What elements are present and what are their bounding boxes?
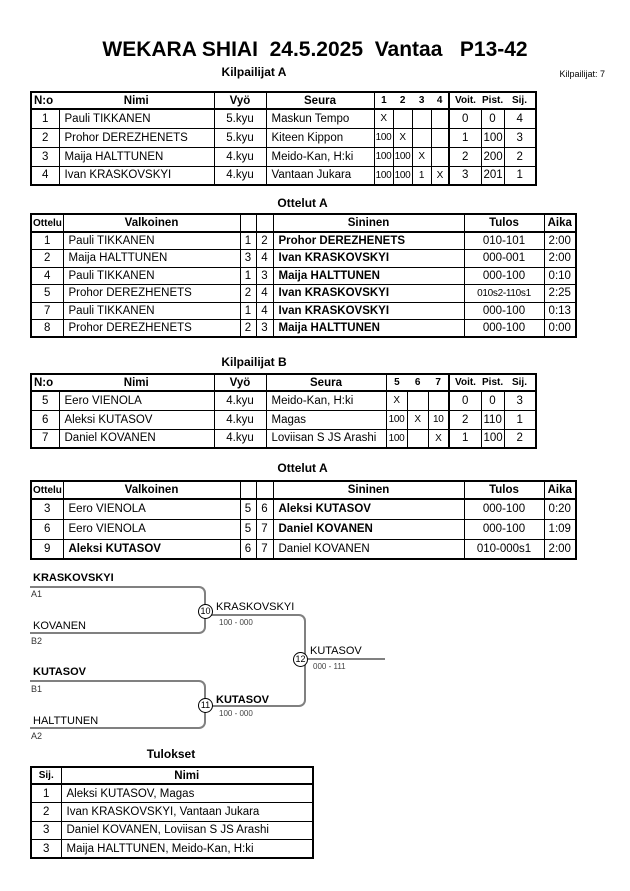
name-cell: Prohor DEREZHENETS bbox=[59, 128, 214, 147]
match-no-cell: 5 bbox=[31, 285, 63, 303]
score-cell: X bbox=[428, 429, 449, 448]
belt-cell: 4.kyu bbox=[214, 166, 266, 185]
score-cell bbox=[428, 391, 449, 410]
bracket-match-score: 000 - 111 bbox=[313, 662, 346, 671]
belt-cell: 4.kyu bbox=[214, 410, 266, 429]
blue-no-cell: 3 bbox=[256, 320, 273, 338]
time-cell: 2:00 bbox=[544, 539, 576, 559]
blue-no-cell: 4 bbox=[256, 302, 273, 320]
bracket-winner-name: KRASKOVSKYI bbox=[216, 601, 295, 613]
bracket-match-score: 100 - 000 bbox=[219, 709, 253, 718]
score-cell: 100 bbox=[393, 147, 412, 166]
belt-cell: 4.kyu bbox=[214, 429, 266, 448]
table-row bbox=[31, 232, 576, 250]
matches-a-heading: Ottelut A bbox=[277, 196, 328, 210]
place-cell: 2 bbox=[31, 803, 61, 822]
time-cell: 0:13 bbox=[544, 302, 576, 320]
col-header-3: 3 bbox=[412, 92, 431, 109]
table-row bbox=[31, 840, 313, 859]
white-name-cell: Eero VIENOLA bbox=[63, 499, 240, 519]
score-cell: X bbox=[393, 128, 412, 147]
place-cell: 4 bbox=[504, 109, 536, 128]
score-cell bbox=[393, 109, 412, 128]
score-cell: 100 bbox=[386, 410, 407, 429]
col-header-belt: Vyö bbox=[214, 92, 266, 109]
name-cell: Ivan KRASKOVSKYI, Vantaan Jukara bbox=[61, 803, 313, 822]
col-header-club: Seura bbox=[266, 92, 374, 109]
place-cell: 3 bbox=[31, 821, 61, 840]
blue-name-cell: Maija HALTTUNEN bbox=[273, 320, 464, 338]
matches-b-table bbox=[30, 480, 577, 560]
no-cell: 2 bbox=[31, 128, 59, 147]
points-cell: 201 bbox=[481, 166, 504, 185]
col-header-name: Nimi bbox=[59, 92, 214, 109]
club-cell: Vantaan Jukara bbox=[266, 166, 374, 185]
white-no-cell: 3 bbox=[240, 250, 256, 268]
table-row bbox=[31, 302, 576, 320]
result-cell: 000-100 bbox=[464, 302, 544, 320]
col-header-7: 7 bbox=[428, 374, 449, 391]
name-cell: Aleksi KUTASOV bbox=[59, 410, 214, 429]
col-header-name: Nimi bbox=[59, 374, 214, 391]
col-header-place: Sij. bbox=[31, 767, 61, 784]
white-no-cell: 5 bbox=[240, 499, 256, 519]
match-no-cell: 7 bbox=[31, 302, 63, 320]
table-row bbox=[31, 821, 313, 840]
blue-no-cell: 2 bbox=[256, 232, 273, 250]
results-heading: Tulokset bbox=[146, 747, 196, 761]
col-header-wins: Voit. bbox=[449, 374, 481, 391]
col-header-place: Sij. bbox=[504, 92, 536, 109]
matches-a-table bbox=[30, 213, 577, 338]
col-header-time: Aika bbox=[544, 214, 576, 232]
white-name-cell: Prohor DEREZHENETS bbox=[63, 285, 240, 303]
blue-no-cell: 4 bbox=[256, 250, 273, 268]
table-row bbox=[31, 391, 536, 410]
result-cell: 000-100 bbox=[464, 320, 544, 338]
col-header-white: Valkoinen bbox=[63, 214, 240, 232]
col-header-points: Pist. bbox=[481, 92, 504, 109]
col-header-match: Ottelu bbox=[31, 214, 63, 232]
competitors-count: Kilpailijat: 7 bbox=[559, 69, 605, 79]
col-header-club: Seura bbox=[266, 374, 386, 391]
bracket-slot-label: A2 bbox=[31, 731, 43, 741]
match-node-11: 11 bbox=[198, 698, 213, 713]
matches-b-heading: Ottelut A bbox=[277, 461, 328, 475]
name-cell: Daniel KOVANEN bbox=[59, 429, 214, 448]
white-name-cell: Aleksi KUTASOV bbox=[63, 539, 240, 559]
wins-cell: 1 bbox=[449, 429, 481, 448]
table-row bbox=[31, 320, 576, 338]
place-cell: 2 bbox=[504, 147, 536, 166]
col-header-white: Valkoinen bbox=[63, 481, 240, 499]
table-row bbox=[31, 267, 576, 285]
result-cell: 000-100 bbox=[464, 499, 544, 519]
blue-name-cell: Ivan KRASKOVSKYI bbox=[273, 250, 464, 268]
table-row bbox=[31, 519, 576, 539]
col-header-1: 1 bbox=[374, 92, 393, 109]
score-cell: X bbox=[407, 410, 428, 429]
blue-name-cell: Ivan KRASKOVSKYI bbox=[273, 302, 464, 320]
score-cell bbox=[407, 391, 428, 410]
bracket-slot-label: B2 bbox=[31, 636, 43, 646]
place-cell: 1 bbox=[504, 166, 536, 185]
pool-b-heading: Kilpailijat B bbox=[221, 355, 287, 369]
header-row bbox=[31, 92, 536, 109]
score-cell: 100 bbox=[386, 429, 407, 448]
table-row bbox=[31, 128, 536, 147]
blue-name-cell: Prohor DEREZHENETS bbox=[273, 232, 464, 250]
time-cell: 2:00 bbox=[544, 232, 576, 250]
result-cell: 000-100 bbox=[464, 519, 544, 539]
club-cell: Maskun Tempo bbox=[266, 109, 374, 128]
match-no-cell: 9 bbox=[31, 539, 63, 559]
score-cell bbox=[431, 128, 449, 147]
header-row bbox=[31, 481, 576, 499]
club-cell: Loviisan S JS Arashi bbox=[266, 429, 386, 448]
score-cell bbox=[407, 429, 428, 448]
score-cell: 100 bbox=[374, 147, 393, 166]
col-header-match: Ottelu bbox=[31, 481, 63, 499]
no-cell: 7 bbox=[31, 429, 59, 448]
table-row bbox=[31, 803, 313, 822]
white-name-cell: Maija HALTTUNEN bbox=[63, 250, 240, 268]
time-cell: 0:00 bbox=[544, 320, 576, 338]
belt-cell: 5.kyu bbox=[214, 109, 266, 128]
blue-name-cell: Maija HALTTUNEN bbox=[273, 267, 464, 285]
points-cell: 100 bbox=[481, 429, 504, 448]
col-header-result: Tulos bbox=[464, 214, 544, 232]
score-cell bbox=[412, 128, 431, 147]
col-header-wins: Voit. bbox=[449, 92, 481, 109]
match-no-cell: 3 bbox=[31, 499, 63, 519]
pool-b-table bbox=[30, 373, 537, 449]
table-row bbox=[31, 109, 536, 128]
wins-cell: 2 bbox=[449, 410, 481, 429]
col-header-name: Nimi bbox=[61, 767, 313, 784]
col-header-blue: Sininen bbox=[273, 214, 464, 232]
points-cell: 100 bbox=[481, 128, 504, 147]
score-cell: 100 bbox=[374, 128, 393, 147]
place-cell: 2 bbox=[504, 429, 536, 448]
result-cell: 010s2-110s1 bbox=[464, 285, 544, 303]
score-cell bbox=[412, 109, 431, 128]
col-header-no: N:o bbox=[31, 374, 59, 391]
white-name-cell: Pauli TIKKANEN bbox=[63, 302, 240, 320]
place-cell: 1 bbox=[504, 410, 536, 429]
bracket-slot-label: A1 bbox=[31, 589, 43, 599]
col-header-time: Aika bbox=[544, 481, 576, 499]
score-cell bbox=[431, 109, 449, 128]
header-row bbox=[31, 767, 313, 784]
col-header-blue: Sininen bbox=[273, 481, 464, 499]
col-header-4: 4 bbox=[431, 92, 449, 109]
col-header-5: 5 bbox=[386, 374, 407, 391]
wins-cell: 0 bbox=[449, 391, 481, 410]
name-cell: Maija HALTTUNEN bbox=[59, 147, 214, 166]
blue-name-cell: Aleksi KUTASOV bbox=[273, 499, 464, 519]
name-cell: Ivan KRASKOVSKYI bbox=[59, 166, 214, 185]
place-cell: 3 bbox=[31, 840, 61, 859]
name-cell: Eero VIENOLA bbox=[59, 391, 214, 410]
blue-name-cell: Daniel KOVANEN bbox=[273, 539, 464, 559]
col-header-blue-no bbox=[256, 481, 273, 499]
belt-cell: 5.kyu bbox=[214, 128, 266, 147]
blue-no-cell: 4 bbox=[256, 285, 273, 303]
header-row bbox=[31, 374, 536, 391]
match-no-cell: 6 bbox=[31, 519, 63, 539]
club-cell: Meido-Kan, H:ki bbox=[266, 391, 386, 410]
time-cell: 0:20 bbox=[544, 499, 576, 519]
score-cell: 100 bbox=[374, 166, 393, 185]
match-node-10: 10 bbox=[198, 604, 213, 619]
white-no-cell: 1 bbox=[240, 302, 256, 320]
wins-cell: 1 bbox=[449, 128, 481, 147]
score-cell bbox=[431, 147, 449, 166]
blue-no-cell: 6 bbox=[256, 499, 273, 519]
bracket-winner-name: KUTASOV bbox=[216, 694, 269, 706]
no-cell: 4 bbox=[31, 166, 59, 185]
wins-cell: 0 bbox=[449, 109, 481, 128]
blue-no-cell: 7 bbox=[256, 519, 273, 539]
header-row bbox=[31, 214, 576, 232]
bracket-slot-name: KUTASOV bbox=[33, 666, 86, 678]
time-cell: 0:10 bbox=[544, 267, 576, 285]
score-cell: 100 bbox=[393, 166, 412, 185]
wins-cell: 3 bbox=[449, 166, 481, 185]
white-name-cell: Eero VIENOLA bbox=[63, 519, 240, 539]
table-row bbox=[31, 285, 576, 303]
wins-cell: 2 bbox=[449, 147, 481, 166]
points-cell: 0 bbox=[481, 109, 504, 128]
bracket-slot-name: HALTTUNEN bbox=[33, 715, 99, 727]
no-cell: 6 bbox=[31, 410, 59, 429]
name-cell: Daniel KOVANEN, Loviisan S JS Arashi bbox=[61, 821, 313, 840]
no-cell: 3 bbox=[31, 147, 59, 166]
table-row bbox=[31, 784, 313, 803]
points-cell: 110 bbox=[481, 410, 504, 429]
club-cell: Kiteen Kippon bbox=[266, 128, 374, 147]
time-cell: 1:09 bbox=[544, 519, 576, 539]
page-title: WEKARA SHIAI 24.5.2025 Vantaa P13-42 bbox=[102, 38, 528, 61]
no-cell: 1 bbox=[31, 109, 59, 128]
time-cell: 2:00 bbox=[544, 250, 576, 268]
match-no-cell: 4 bbox=[31, 267, 63, 285]
white-no-cell: 2 bbox=[240, 285, 256, 303]
white-no-cell: 2 bbox=[240, 320, 256, 338]
white-no-cell: 6 bbox=[240, 539, 256, 559]
time-cell: 2:25 bbox=[544, 285, 576, 303]
col-header-white-no bbox=[240, 481, 256, 499]
score-cell: 1 bbox=[412, 166, 431, 185]
bracket-slot-name: KOVANEN bbox=[33, 620, 86, 632]
blue-name-cell: Daniel KOVANEN bbox=[273, 519, 464, 539]
place-cell: 3 bbox=[504, 391, 536, 410]
table-row bbox=[31, 499, 576, 519]
col-header-2: 2 bbox=[393, 92, 412, 109]
bracket-winner-name: KUTASOV bbox=[310, 645, 362, 657]
bracket-slot-name: KRASKOVSKYI bbox=[33, 572, 114, 584]
score-cell: X bbox=[431, 166, 449, 185]
place-cell: 3 bbox=[504, 128, 536, 147]
score-cell: X bbox=[412, 147, 431, 166]
belt-cell: 4.kyu bbox=[214, 147, 266, 166]
result-cell: 010-101 bbox=[464, 232, 544, 250]
col-header-belt: Vyö bbox=[214, 374, 266, 391]
table-row bbox=[31, 410, 536, 429]
table-row bbox=[31, 166, 536, 185]
points-cell: 0 bbox=[481, 391, 504, 410]
match-no-cell: 2 bbox=[31, 250, 63, 268]
pool-a-heading: Kilpailijat A bbox=[221, 65, 287, 79]
blue-no-cell: 3 bbox=[256, 267, 273, 285]
score-cell: X bbox=[374, 109, 393, 128]
name-cell: Maija HALTTUNEN, Meido-Kan, H:ki bbox=[61, 840, 313, 859]
bracket-slot-label: B1 bbox=[31, 684, 43, 694]
points-cell: 200 bbox=[481, 147, 504, 166]
score-cell: 10 bbox=[428, 410, 449, 429]
club-cell: Meido-Kan, H:ki bbox=[266, 147, 374, 166]
result-cell: 000-001 bbox=[464, 250, 544, 268]
bracket-winner-line bbox=[306, 658, 385, 660]
table-row bbox=[31, 147, 536, 166]
blue-name-cell: Ivan KRASKOVSKYI bbox=[273, 285, 464, 303]
bracket-match-score: 100 - 000 bbox=[219, 618, 253, 627]
name-cell: Aleksi KUTASOV, Magas bbox=[61, 784, 313, 803]
result-cell: 000-100 bbox=[464, 267, 544, 285]
table-row bbox=[31, 250, 576, 268]
blue-no-cell: 7 bbox=[256, 539, 273, 559]
col-header-6: 6 bbox=[407, 374, 428, 391]
col-header-result: Tulos bbox=[464, 481, 544, 499]
white-no-cell: 1 bbox=[240, 267, 256, 285]
result-cell: 010-000s1 bbox=[464, 539, 544, 559]
belt-cell: 4.kyu bbox=[214, 391, 266, 410]
table-row bbox=[31, 429, 536, 448]
col-header-place: Sij. bbox=[504, 374, 536, 391]
match-no-cell: 1 bbox=[31, 232, 63, 250]
place-cell: 1 bbox=[31, 784, 61, 803]
white-name-cell: Pauli TIKKANEN bbox=[63, 267, 240, 285]
col-header-blue-no bbox=[256, 214, 273, 232]
no-cell: 5 bbox=[31, 391, 59, 410]
white-name-cell: Pauli TIKKANEN bbox=[63, 232, 240, 250]
table-row bbox=[31, 539, 576, 559]
pool-a-table bbox=[30, 91, 537, 186]
white-no-cell: 5 bbox=[240, 519, 256, 539]
name-cell: Pauli TIKKANEN bbox=[59, 109, 214, 128]
white-no-cell: 1 bbox=[240, 232, 256, 250]
col-header-white-no bbox=[240, 214, 256, 232]
score-cell: X bbox=[386, 391, 407, 410]
match-no-cell: 8 bbox=[31, 320, 63, 338]
white-name-cell: Prohor DEREZHENETS bbox=[63, 320, 240, 338]
match-node-12: 12 bbox=[293, 652, 308, 667]
col-header-points: Pist. bbox=[481, 374, 504, 391]
col-header-no: N:o bbox=[31, 92, 59, 109]
club-cell: Magas bbox=[266, 410, 386, 429]
results-table bbox=[30, 766, 314, 859]
